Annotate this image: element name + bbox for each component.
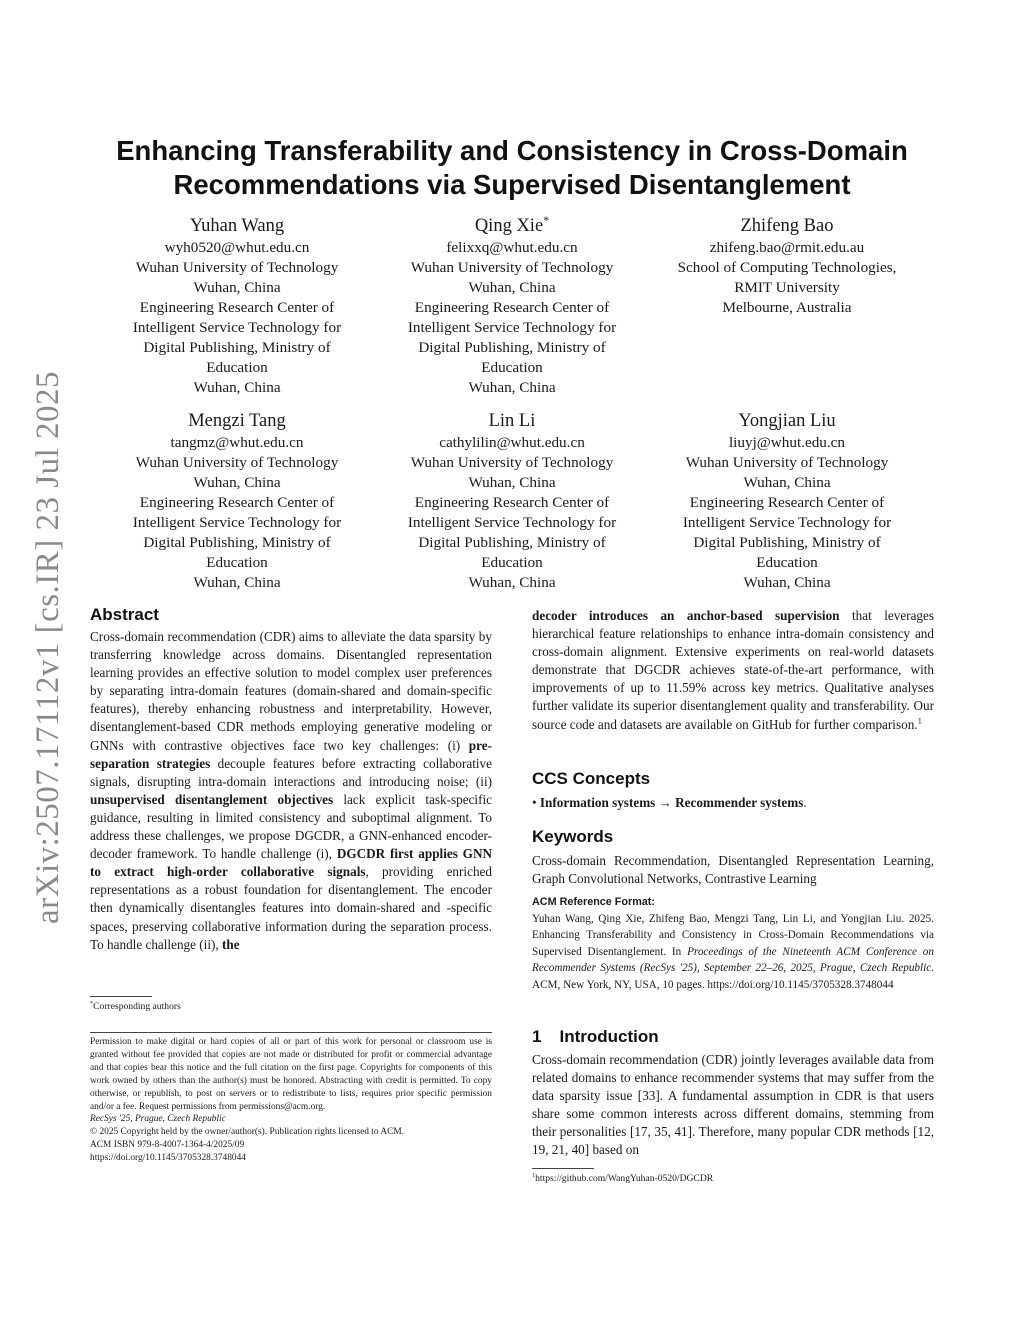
author-email: wyh0520@whut.edu.cn xyxy=(164,239,310,256)
author-affiliation: Wuhan, China xyxy=(468,279,556,296)
author-affiliation: Wuhan, China xyxy=(193,574,281,591)
title-line-1: Enhancing Transferability and Consistency in Cross-Domain xyxy=(116,135,908,166)
ccs-concepts: • Information systems → Recommender systems. xyxy=(532,795,807,810)
author-name: Yuhan Wang xyxy=(189,216,285,236)
author-name: Qing Xie* xyxy=(474,212,550,236)
permission-text: Permission to make digital or hard copies of all or part of this work for personal or classroom use is granted without fee provided that copies are not made or distributed for profit or commercial advantage and that copies bear this notice and the full citation on the first page. Copyrights for components of this work owned by others than the author(s) must be honored. Abstracting with credit is permitted. To copy otherwise, or republish, to post on servers or to redistribute to lists, requires prior specific permission and/or a fee. Request permissions from permissions@acm.org. xyxy=(90,1037,492,1112)
author-affiliation: Intelligent Service Technology for xyxy=(682,514,892,531)
author-affiliation: Wuhan, China xyxy=(743,474,831,491)
permission-rule xyxy=(90,1032,492,1033)
permission-block xyxy=(90,1036,492,1165)
acm-reference xyxy=(532,895,934,993)
author-affiliation: Wuhan, China xyxy=(193,279,281,296)
keywords-section xyxy=(532,826,934,888)
author-email: liuyj@whut.edu.cn xyxy=(728,434,846,451)
author-affiliation: Engineering Research Center of xyxy=(139,299,335,316)
doi-link[interactable]: https://doi.org/10.1145/3705328.3748044 xyxy=(90,1153,246,1164)
github-link[interactable]: https://github.com/WangYuhan-0520/DGCDR xyxy=(535,1173,714,1184)
paper-title xyxy=(90,134,934,202)
copyright: © 2025 Copyright held by the owner/author(s). Publication rights licensed to ACM. xyxy=(90,1127,405,1138)
author-name: Lin Li xyxy=(488,411,536,431)
author-affiliation: Wuhan, China xyxy=(468,574,556,591)
author-email: zhifeng.bao@rmit.edu.au xyxy=(709,239,865,256)
venue: RecSys '25, Prague, Czech Republic xyxy=(90,1114,226,1125)
author-email: cathylilin@whut.edu.cn xyxy=(439,434,585,451)
introduction-section xyxy=(532,1026,934,1160)
author-affiliation: Engineering Research Center of xyxy=(414,494,610,511)
author-affiliation: Wuhan University of Technology xyxy=(135,259,339,276)
author-affiliation: Wuhan, China xyxy=(743,574,831,591)
author-affiliation: Wuhan University of Technology xyxy=(410,454,614,471)
corresponding-mark: * xyxy=(543,212,550,227)
author-affiliation: Intelligent Service Technology for xyxy=(132,514,342,531)
github-footnote: $^1$https://github.com/WangYuhan-0520/DGCDR xyxy=(532,1171,714,1184)
author-affiliation: Education xyxy=(756,554,818,571)
author-affiliation: School of Computing Technologies, xyxy=(677,259,897,276)
author-block xyxy=(382,409,642,593)
author-affiliation: Education xyxy=(206,359,268,376)
author-affiliation: Intelligent Service Technology for xyxy=(132,319,342,336)
author-affiliation: Engineering Research Center of xyxy=(139,494,335,511)
abstract-text-continued: decoder introduces an anchor-based supervision that leverages hierarchical feature relationships to enhance intra-domain consistency and cross-domain alignment. Extensive experiments on real-world datasets demonstrate that DGCDR achieves state-of-the-art performance, with improvements of up to 11.59% across key metrics. Qualitative analyses further validate its superior disentanglement quality and transferability. Our source code and datasets are available on GitHub for further comparison.$^1$ xyxy=(532,608,934,732)
title-line-2: Recommendations via Supervised Disentanglement xyxy=(173,169,851,200)
author-affiliation: Wuhan, China xyxy=(193,474,281,491)
author-affiliation: Melbourne, Australia xyxy=(722,299,852,316)
author-name: Zhifeng Bao xyxy=(740,216,834,236)
author-affiliation: Wuhan University of Technology xyxy=(685,454,889,471)
ccs-heading: CCS Concepts xyxy=(532,769,651,788)
author-block xyxy=(657,214,917,318)
ccs-section xyxy=(532,768,934,812)
author-affiliation: Digital Publishing, Ministry of xyxy=(143,339,331,356)
footnote-rule xyxy=(532,1168,594,1169)
author-affiliation: Wuhan University of Technology xyxy=(135,454,339,471)
isbn: ACM ISBN 979-8-4007-1364-4/2025/09 xyxy=(90,1140,245,1151)
author-affiliation: Digital Publishing, Ministry of xyxy=(418,534,606,551)
author-affiliation: Engineering Research Center of xyxy=(689,494,885,511)
keywords-text: Cross-domain Recommendation, Disentangled Representation Learning, Graph Convolutional Networks, Contrastive Learning xyxy=(532,853,934,887)
author-affiliation: Digital Publishing, Ministry of xyxy=(418,339,606,356)
footnote-rule xyxy=(90,996,152,997)
author-name: Mengzi Tang xyxy=(188,411,286,431)
acm-reference-heading: ACM Reference Format: xyxy=(532,896,655,908)
author-affiliation: Digital Publishing, Ministry of xyxy=(693,534,881,551)
footnote-mark: 1 xyxy=(917,715,922,726)
author-block xyxy=(107,409,367,593)
corresponding-footnote: *Corresponding authors xyxy=(90,999,181,1012)
author-affiliation: Engineering Research Center of xyxy=(414,299,610,316)
author-block xyxy=(657,409,917,593)
abstract-heading: Abstract xyxy=(90,605,159,624)
author-affiliation: RMIT University xyxy=(734,279,840,296)
author-block xyxy=(382,214,642,398)
author-name: Yongjian Liu xyxy=(738,411,836,431)
arxiv-stamp: arXiv:2507.17112v1 [cs.IR] 23 Jul 2025 xyxy=(30,370,66,924)
author-affiliation: Wuhan, China xyxy=(468,474,556,491)
author-email: tangmz@whut.edu.cn xyxy=(170,434,304,451)
author-affiliation: Wuhan, China xyxy=(193,379,281,396)
author-affiliation: Education xyxy=(481,359,543,376)
keywords-heading: Keywords xyxy=(532,827,614,846)
abstract-text: Cross-domain recommendation (CDR) aims to alleviate the data sparsity by transferring knowledge across domains. Disentangled representation learning provides an effective solution to model complex user preferences by separating intra-domain features (domain-shared and domain-specific features), thereby enhancing robustness and interpretability. However, disentanglement-based CDR methods employing generative modeling or GNNs with contrastive objectives face two key challenges: (i) pre-separation strategies decouple features before extracting collaborative signals, disrupting intra-domain interactions and introducing noise; (ii) unsupervised disentanglement objectives lack explicit task-specific guidance, resulting in limited consistency and suboptimal alignment. To address these challenges, we propose DGCDR, a GNN-enhanced encoder-decoder framework. To handle challenge (i), DGCDR first applies GNN to extract high-order collaborative signals, providing enriched representations as a robust foundation for disentanglement. The encoder then dynamically disentangles features into domain-shared and -specific spaces, preserving collaborative information during the separation process. To handle challenge (ii), the xyxy=(90,629,492,952)
author-affiliation: Education xyxy=(206,554,268,571)
author-block xyxy=(107,214,367,398)
introduction-heading: 1 Introduction xyxy=(532,1027,659,1046)
author-affiliation: Digital Publishing, Ministry of xyxy=(143,534,331,551)
author-email: felixxq@whut.edu.cn xyxy=(446,239,578,256)
author-affiliation: Intelligent Service Technology for xyxy=(407,319,617,336)
author-affiliation: Intelligent Service Technology for xyxy=(407,514,617,531)
abstract-section xyxy=(90,604,492,988)
author-affiliation: Education xyxy=(481,554,543,571)
acm-reference-text: Yuhan Wang, Qing Xie, Zhifeng Bao, Mengzi Tang, Lin Li, and Yongjian Liu. 2025. Enhancing Transferability and Consistency in Cross-Domain Recommendations via Supervised Disentanglement. In Proceedings of the Nineteenth ACM Conference on Recommender Systems (RecSys '25), September 22–26, 2025, Prague, Czech Republic. ACM, New York, NY, USA, 10 pages. https://doi.org/10.1145/3705328.3748044 xyxy=(532,913,934,991)
introduction-text: Cross-domain recommendation (CDR) jointly leverages available data from related domains to enhance recommender systems that may suffer from the data sparsity issue [33]. A fundamental assumption in CDR is that users share some common interests across different domains, stemming from their personalities [17, 35, 41]. Therefore, many popular CDR methods [12, 19, 21, 40] based on xyxy=(532,1052,934,1158)
author-affiliation: Wuhan University of Technology xyxy=(410,259,614,276)
author-affiliation: Wuhan, China xyxy=(468,379,556,396)
abstract-continued xyxy=(532,607,934,734)
